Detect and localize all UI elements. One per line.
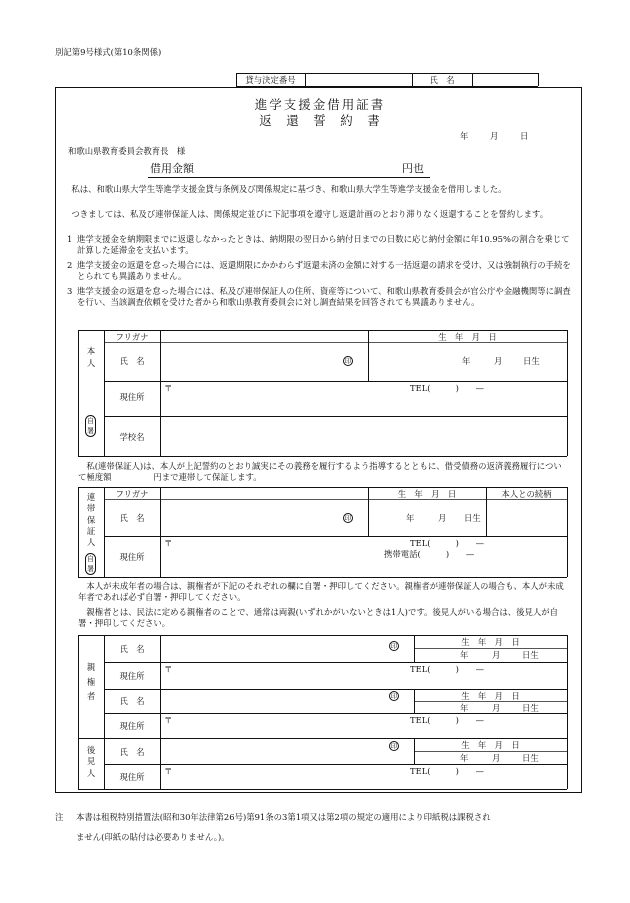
- note-label: 注: [55, 812, 64, 822]
- guarantor-birth-month-label: 月: [438, 513, 447, 523]
- date-day-label: 日: [520, 131, 529, 141]
- top-name-label: 氏 名: [429, 75, 455, 85]
- guarantor-furigana-label: フリガナ: [115, 489, 149, 499]
- guarantor-address-label: 現住所: [119, 552, 145, 562]
- person-birth-month-label: 月: [494, 356, 503, 366]
- item-3-number: 3: [67, 286, 73, 296]
- guardian-birth-month-label: 月: [492, 753, 501, 763]
- parent1-birth-day-label: 日生: [522, 650, 539, 660]
- date-month-label: 月: [490, 131, 499, 141]
- parent2-address-label: 現住所: [119, 721, 145, 731]
- guarantor-name-label: 氏 名: [119, 513, 145, 523]
- parent2-postal-mark: 〒: [164, 715, 173, 725]
- guardian-group-label: 後 見 人: [86, 745, 96, 778]
- guarantor-address-field[interactable]: [161, 537, 566, 576]
- guardian-postal-mark: 〒: [164, 766, 173, 776]
- parent1-seal-mark: 印: [390, 642, 398, 650]
- guardian-tel-label: TEL( ) —: [410, 766, 485, 776]
- item-1-text: 進学支援金を納期限までに返還しなかったときは、納期限の翌日から納付日までの日数に応じ納付金額に年10.95%の割合を乗じて計算した延滞金を支払います。: [77, 234, 570, 255]
- person-group-label: 本 人: [86, 346, 96, 369]
- guarantor-relation-header: 本人との続柄: [501, 489, 552, 499]
- parent1-address-label: 現住所: [119, 671, 145, 681]
- guarantor-birth-header: 生 年 月 日: [397, 489, 457, 499]
- guardian-seal-mark: 印: [390, 742, 398, 750]
- top-name-field[interactable]: [473, 74, 537, 85]
- parents-group-label: 親 権 者: [86, 662, 96, 702]
- parent2-name-field[interactable]: [161, 690, 386, 712]
- parent1-address-field[interactable]: [161, 663, 566, 688]
- guardian-name-field[interactable]: [161, 739, 386, 763]
- person-seal-mark: 印: [344, 357, 352, 365]
- item-2-number: 2: [67, 260, 73, 270]
- person-tel-label: TEL( ) —: [410, 383, 485, 393]
- parent2-name-label: 氏 名: [119, 696, 145, 706]
- minor-paragraph-2: 親権者とは、民法に定める親権者のことで、通常は両親(いずれかがいないときは1人)です。後見人がいる場合は、後見人が自署・押印してください。: [78, 607, 559, 628]
- guarantor-birth-year-label: 年: [406, 513, 415, 523]
- person-school-field[interactable]: [161, 417, 566, 455]
- guarantor-name-field[interactable]: [161, 500, 341, 535]
- person-name-label: 氏 名: [119, 356, 145, 366]
- item-3-text: 進学支援金の返還を怠った場合には、私及び連帯保証人の住所、資産等について、和歌山県教育委員会が官公庁や金融機関等に調査を行い、当該調査依頼を受けた者から和歌山県教育委員会に対し調査結果を回答されても異議ありません。: [77, 286, 571, 307]
- guardian-birth-year-label: 年: [460, 753, 469, 763]
- guarantor-statement: 私(連帯保証人)は、本人が上記誓約のとおり誠実にその義務を履行するよう指導するとともに、借受債務の返済義務履行について極度額 円まで連帯して保証します。: [78, 461, 562, 482]
- parent1-birth-month-label: 月: [492, 650, 501, 660]
- title-line2: 返 還 誓 約 書: [259, 113, 381, 128]
- loan-number-label: 貸与決定番号: [245, 75, 296, 85]
- person-furigana-label: フリガナ: [115, 332, 149, 342]
- parent2-birth-header: 生 年 月 日: [461, 691, 520, 701]
- addressee: 和歌山県教育委員会教育長 様: [68, 146, 186, 156]
- person-furigana-field[interactable]: [161, 331, 367, 342]
- loan-amount-label: 借用金額: [150, 162, 194, 175]
- guarantor-seal-mark: 印: [344, 514, 352, 522]
- item-2-text: 進学支援金の返還を怠った場合には、返還期限にかかわらず返還未済の金額に対する一括返還の請求を受け、又は強制執行の手続をとられても異議ありません。: [77, 260, 571, 281]
- guarantor-postal-mark: 〒: [164, 538, 173, 548]
- guardian-address-field[interactable]: [161, 765, 566, 788]
- parent1-name-label: 氏 名: [119, 644, 145, 654]
- guardian-birth-day-label: 日生: [522, 753, 539, 763]
- parent2-birth-year-label: 年: [460, 703, 469, 713]
- body-paragraph-2: つきましては、私及び連帯保証人は、関係規定並びに下記事項を遵守し返還計画のとおり滞りなく返還することを誓約します。: [63, 209, 549, 219]
- person-name-field[interactable]: [161, 343, 341, 380]
- parent2-birth-day-label: 日生: [522, 703, 539, 713]
- form-id: 別記第9号様式(第10条関係): [55, 47, 162, 57]
- parent1-postal-mark: 〒: [164, 664, 173, 674]
- parent1-birth-year-label: 年: [460, 650, 469, 660]
- guarantor-autograph-mark: 自署: [87, 555, 94, 573]
- person-postal-mark: 〒: [164, 383, 173, 393]
- guarantor-birth-day-label: 日生: [464, 513, 481, 523]
- body-paragraph-1: 私は、和歌山県大学生等進学支援金貸与条例及び関係規定に基づき、和歌山県大学生等進学支援金を借用しました。: [63, 184, 507, 194]
- parent1-tel-label: TEL( ) —: [410, 664, 485, 674]
- guarantor-mobile-label: 携帯電話( ) —: [384, 549, 475, 559]
- parent1-birth-header: 生 年 月 日: [461, 637, 520, 647]
- item-1-number: 1: [67, 234, 73, 244]
- guarantor-relation-field[interactable]: [487, 500, 566, 535]
- parent2-birth-month-label: 月: [492, 703, 501, 713]
- loan-amount-unit: 円也: [402, 162, 424, 175]
- person-address-label: 現住所: [119, 392, 145, 402]
- parent1-name-field[interactable]: [161, 636, 386, 661]
- title-line1: 進学支援金借用証書: [254, 97, 386, 112]
- date-year-label: 年: [460, 131, 469, 141]
- guarantor-birth-field[interactable]: [369, 500, 485, 535]
- person-school-label: 学校名: [119, 432, 145, 442]
- person-birth-day-label: 日生: [523, 356, 540, 366]
- guarantor-furigana-field[interactable]: [161, 488, 367, 499]
- minor-paragraph-1: 本人が未成年者の場合は、親権者が下記のそれぞれの欄に自署・押印してください。親権者が連帯保証人の場合も、本人が未成年者であれば必ず自署・押印してください。: [78, 581, 564, 602]
- parent2-seal-mark: 印: [390, 692, 398, 700]
- loan-number-field[interactable]: [306, 74, 411, 85]
- note-line-1: 本書は租税特別措置法(昭和30年法律第26号)第91条の3第1項又は第2項の規定の適用により印紙税は課税され: [76, 812, 491, 822]
- parent2-address-field[interactable]: [161, 714, 566, 737]
- person-address-field[interactable]: [161, 382, 566, 415]
- guardian-name-label: 氏 名: [119, 747, 145, 757]
- guardian-address-label: 現住所: [119, 772, 145, 782]
- guarantor-group-label: 連 帯 保 証 人: [86, 492, 96, 548]
- person-birth-header: 生 年 月 日: [438, 332, 497, 342]
- guardian-birth-header: 生 年 月 日: [461, 740, 520, 750]
- person-autograph-mark: 自署: [87, 417, 94, 435]
- person-birth-field[interactable]: [369, 343, 566, 380]
- guarantor-tel-label: TEL( ) —: [410, 538, 485, 548]
- parent2-tel-label: TEL( ) —: [410, 715, 485, 725]
- note-line-2: ません(印紙の貼付は必要ありません。)。: [76, 832, 230, 842]
- person-birth-year-label: 年: [462, 356, 471, 366]
- loan-amount-field[interactable]: [205, 163, 395, 176]
